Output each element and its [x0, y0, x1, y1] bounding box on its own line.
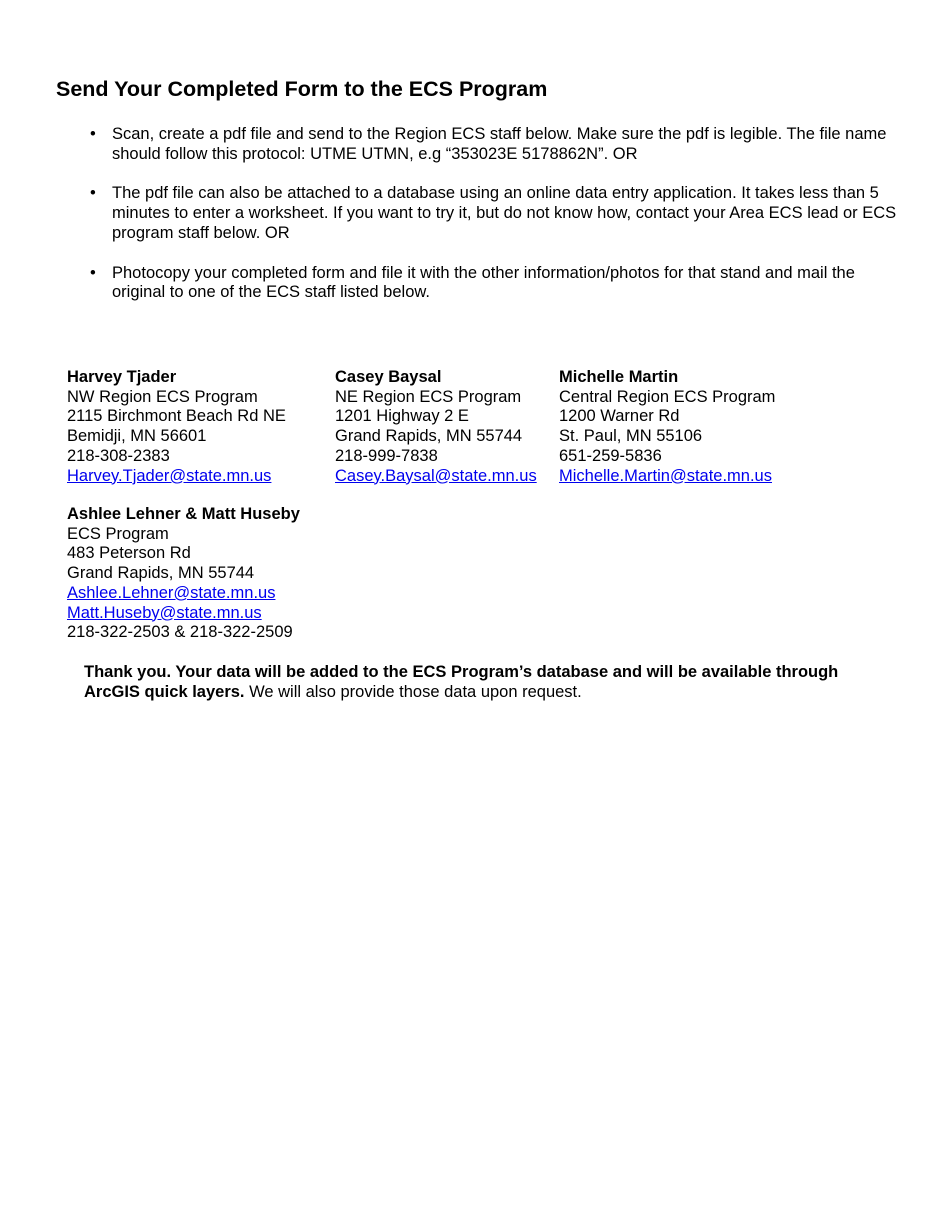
contact-program: NW Region ECS Program	[67, 387, 258, 406]
contact-ashlee-lehner-matt-huseby	[67, 505, 300, 643]
contact-email-link[interactable]: Matt.Huseby@state.mn.us	[67, 603, 262, 622]
contact-michelle-martin	[559, 368, 775, 486]
contact-city: Grand Rapids, MN 55744	[335, 427, 523, 446]
instruction-item: • Photocopy your completed form and file it with the other information/photos for that stand and mail the original to one of the ECS staff listed below.	[112, 264, 902, 303]
contact-phone: 218-322-2503 & 218-322-2509	[67, 623, 293, 642]
contact-phone: 218-999-7838	[335, 446, 438, 465]
contact-city: St. Paul, MN 55106	[559, 427, 703, 446]
contact-email-link[interactable]: Casey.Baysal@state.mn.us	[335, 466, 537, 485]
contact-name: Casey Baysal	[335, 368, 442, 386]
contact-harvey-tjader	[67, 368, 286, 486]
contact-email-link[interactable]: Ashlee.Lehner@state.mn.us	[67, 583, 276, 602]
contact-email-link[interactable]: Michelle.Martin@state.mn.us	[559, 466, 772, 485]
contact-address: 2115 Birchmont Beach Rd NE	[67, 407, 286, 426]
contact-address: 483 Peterson Rd	[67, 544, 191, 563]
contact-name: Michelle Martin	[559, 368, 679, 386]
contact-program: Central Region ECS Program	[559, 387, 776, 406]
contact-program: ECS Program	[67, 524, 169, 543]
contact-name: Ashlee Lehner & Matt Huseby	[67, 505, 300, 523]
contact-name: Harvey Tjader	[67, 368, 177, 386]
contact-casey-baysal	[335, 368, 537, 486]
contact-email-link[interactable]: Harvey.Tjader@state.mn.us	[67, 466, 272, 485]
thank-you-note	[84, 663, 884, 702]
contact-address: 1201 Highway 2 E	[335, 407, 469, 426]
contact-address: 1200 Warner Rd	[559, 407, 680, 426]
contact-city: Grand Rapids, MN 55744	[67, 564, 255, 583]
contact-city: Bemidji, MN 56601	[67, 427, 207, 446]
instruction-item: • The pdf file can also be attached to a database using an online data entry application. It takes less than 5 minutes to enter a worksheet. If you want to try it, but do not know how, contact your Area ECS lead or ECS program staff below. OR	[112, 184, 902, 243]
instruction-item: • Scan, create a pdf file and send to the Region ECS staff below. Make sure the pdf is legible. The file name should follow this protocol: UTME UTMN, e.g “353023E 5178862N”. OR	[112, 125, 902, 164]
contact-phone: 651-259-5836	[559, 446, 662, 465]
thank-you-bold: Thank you. Your data will be added to the ECS Program’s database and will be available through ArcGIS quick layers.	[84, 663, 839, 701]
page-title: Send Your Completed Form to the ECS Program	[56, 77, 548, 101]
contact-phone: 218-308-2383	[67, 446, 170, 465]
thank-you-normal: We will also provide those data upon request.	[244, 682, 582, 701]
contact-program: NE Region ECS Program	[335, 387, 522, 406]
instructions-list	[112, 125, 902, 323]
